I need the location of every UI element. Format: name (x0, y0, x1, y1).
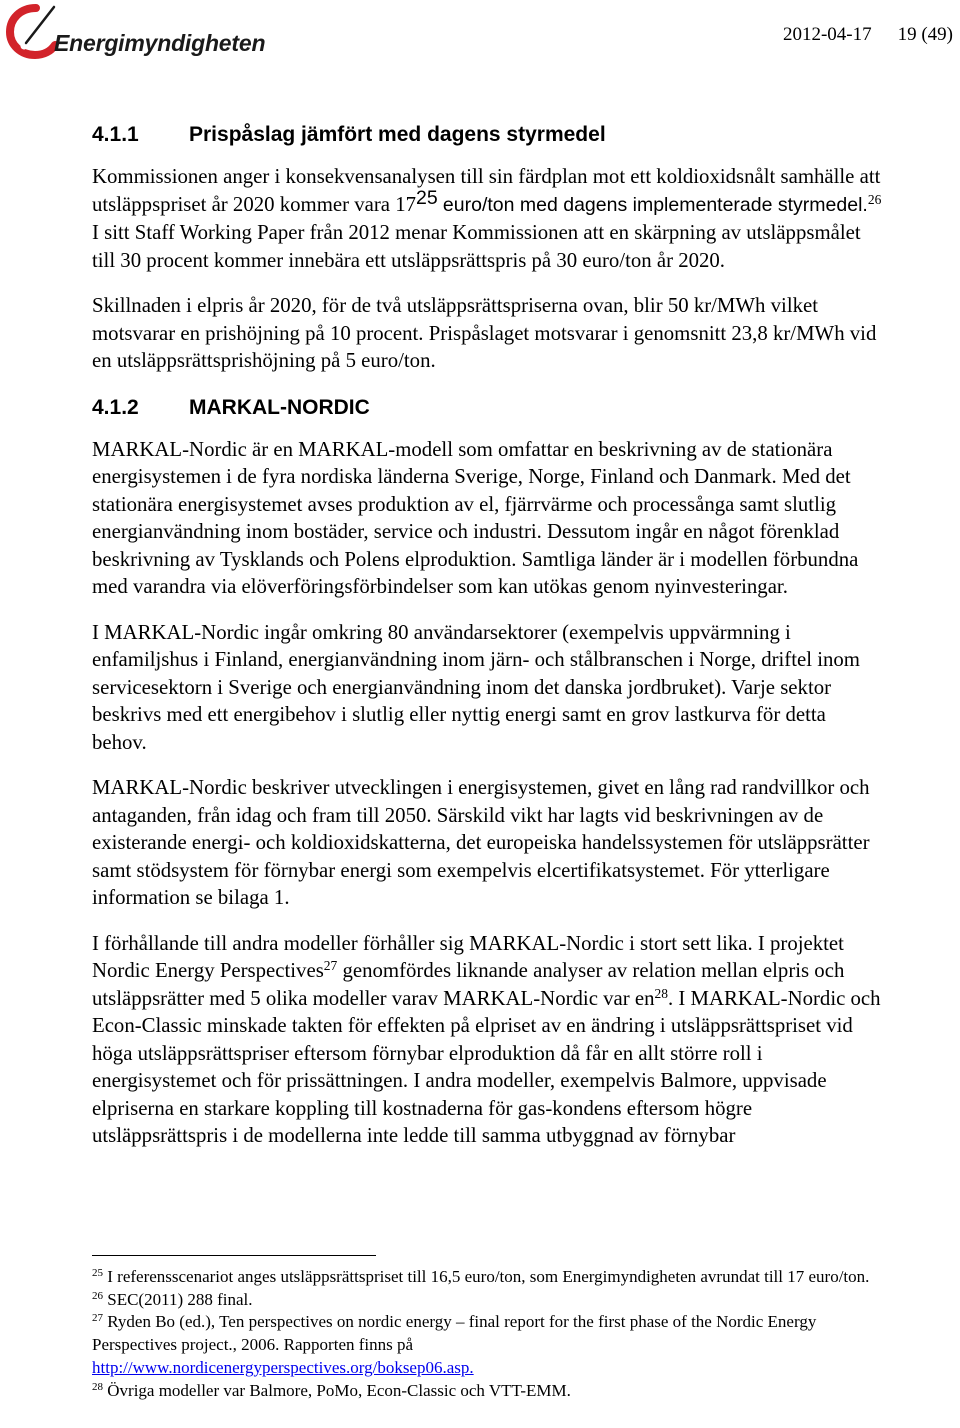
footnote-ref[interactable]: 26 (867, 191, 882, 207)
paragraph (92, 163, 882, 274)
page-number: 19 (49) (897, 24, 953, 45)
footnote-text: Ryden Bo (ed.), Ten perspectives on nordic energy – final report for the first phase of the Nordic Energy Perspectives project., 2006. Rapporten finns på (92, 1312, 817, 1355)
footnote-number: 25 (92, 1267, 103, 1279)
paragraph-text: I förhållande till andra modeller förhåller sig MARKAL-Nordic i stort sett lika. I projektet Nordic Energy Perspectives (92, 931, 844, 982)
logo-wordmark: Energimyndigheten (54, 30, 266, 56)
footnote-ref[interactable]: 27 (323, 958, 338, 973)
section-heading-4-1-1 (92, 120, 882, 150)
paragraph: MARKAL-Nordic beskriver utvecklingen i energisystemen, givet en lång rad randvillkor och antaganden, från idag och fram till 2050. Särskild vikt har lagts vid beskrivningen av de existerande energi- och koldioxidskatterna, det europeiska handelssystemen för utsläppsrätter samt stödsystem för förnybar energi som exempelvis elcertifikatsystemet. För ytterligare information se bilaga 1. (92, 776, 870, 909)
section-title: Prispåslag jämfört med dagens styrmedel (189, 123, 606, 146)
energimyndigheten-logo (6, 2, 266, 62)
footnote-number: 26 (92, 1289, 103, 1302)
logo-swoosh-icon (6, 2, 58, 60)
paragraph-text: euro/ton med dagens implementerade styrmedel. (442, 193, 868, 216)
section-number: 4.1.2 (92, 395, 139, 419)
footnotes (92, 1266, 882, 1402)
footnote (92, 1289, 882, 1312)
header-meta (783, 24, 953, 46)
footnote-ref[interactable]: 28 (654, 985, 669, 1001)
document-date: 2012-04-17 (782, 24, 872, 45)
section-title: MARKAL-NORDIC (189, 395, 370, 419)
section-number: 4.1.1 (92, 123, 139, 146)
paragraph-text: . I MARKAL-Nordic och Econ-Classic minskade takten för effekten på elpriset av en ändring i utsläppsrättspriset vid höga utsläppsrättspriser eftersom förnybar elproduktion då får en allt större roll i energisystemet och för prissättningen. I andra modeller, exempelvis Balmore, uppvisade elpriserna en starkare koppling till kostnaderna för gas-kondens eftersom högre utsläppsrättspris i de modellerna inte ledde till samma utbyggnad av förnybar (92, 986, 881, 1147)
footnote (92, 1380, 882, 1403)
paragraph: I MARKAL-Nordic ingår omkring 80 användarsektorer (exempelvis uppvärmning i enfamiljshus i Finland, energianvändning inom järn- och stålbranschen i Norge, driftel inom servicesektorn i Sverige och energianvändning inom det danska jordbruket). Varje sektor beskrivs med ett energibehov i slutlig eller nyttig energi samt en grov lastkurva för detta behov. (92, 620, 860, 754)
footnote (92, 1266, 882, 1289)
page-header (0, 0, 960, 80)
footnote (92, 1311, 882, 1379)
page-body (92, 120, 882, 1150)
footnote-text: SEC(2011) 288 final. (107, 1289, 253, 1309)
paragraph: Skillnaden i elpris år 2020, för de två utsläppsrättspriserna ovan, blir 50 kr/MWh vilket motsvarar en prishöjning på 10 procent. Prispåslaget motsvarar i genomsnitt 23,8 kr/MWh vid en utsläppsrättsprishöjning på 5 euro/ton. (92, 294, 877, 372)
paragraph-text: I sitt Staff Working Paper från 2012 menar Kommissionen att en skärpning av utsläppsmålet till 30 procent kommer innebära ett utsläppsrättspris på 30 euro/ton år 2020. (92, 221, 861, 272)
footnote-number: 27 (92, 1312, 103, 1325)
section-heading-4-1-2 (92, 393, 882, 423)
footnote-text: Övriga modeller var Balmore, PoMo, Econ-Classic och VTT-EMM. (107, 1380, 571, 1400)
paragraph: MARKAL-Nordic är en MARKAL-modell som omfattar en beskrivning av de stationära energisystemen i de fyra nordiska länderna Sverige, Norge, Finland och Danmark. Med det stationära energisystemet avses produktion av el, fjärrvärme och processånga samt slutlig energianvändning inom bostäder, service och industri. Dessutom ingår en något förenklad beskrivning av Tysklands och Polens elproduktion. Samtliga länder är i modellen förbundna med varandra via elöverföringsförbindelser som kan utökas genom nyinvesteringar. (92, 437, 859, 598)
paragraph-text: Kommissionen anger i konsekvensanalysen till sin färdplan mot ett koldioxidsnålt samhälle att utsläppspriset år 2020 kommer vara 17 (92, 165, 881, 216)
footnote-number: 28 (92, 1380, 103, 1393)
paragraph-text: genomfördes liknande analyser av relation mellan elpris och utsläppsrätter med 5 olika modeller varav MARKAL-Nordic var en (92, 959, 845, 1010)
paragraph (92, 930, 882, 1150)
footnote-separator (92, 1255, 376, 1256)
footnote-text: I referensscenariot anges utsläppsrättspriset till 16,5 euro/ton, som Energimyndigheten avrundat till 17 euro/ton. (107, 1267, 870, 1286)
footnote-ref[interactable]: 25 (416, 186, 438, 209)
footnote-link[interactable]: http://www.nordicenergyperspectives.org/boksep06.asp. (92, 1357, 474, 1377)
